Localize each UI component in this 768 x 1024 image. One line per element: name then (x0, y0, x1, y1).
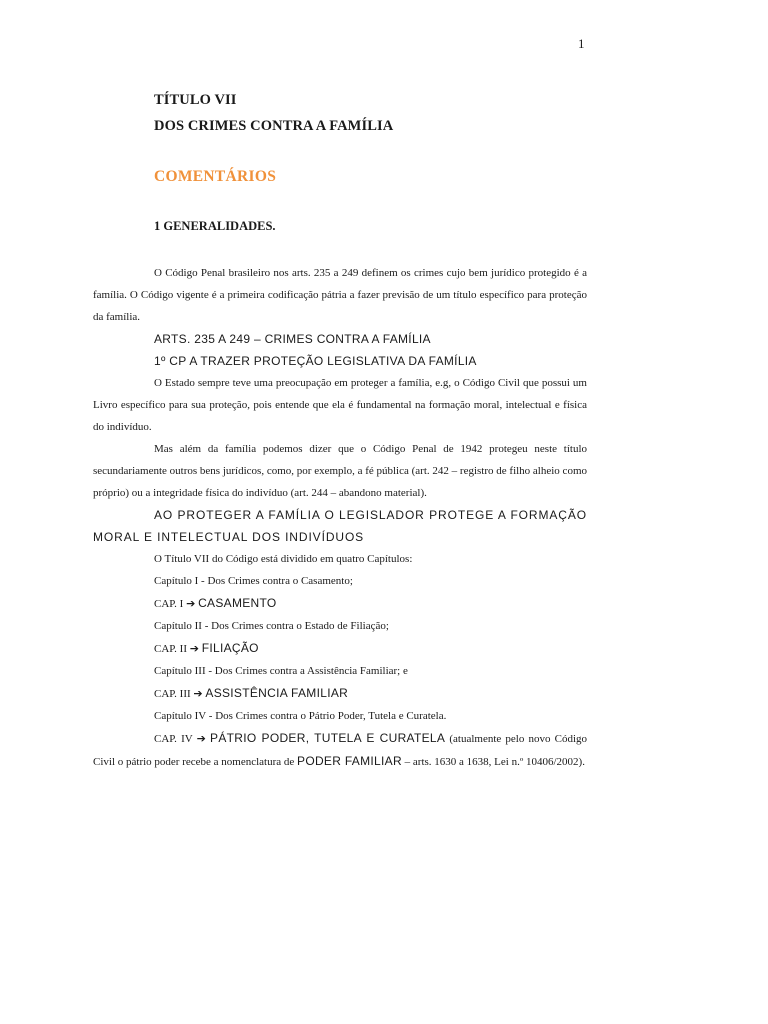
document-body (93, 262, 587, 773)
chapter-2-prefix: CAP. II (154, 643, 188, 655)
chapter-4-topic: PÁTRIO PODER, TUTELA E CURATELA (210, 731, 446, 745)
arrow-right-icon: ➔ (193, 687, 203, 700)
section-heading: 1 GENERALIDADES. (154, 219, 276, 233)
chapter-2-topic: FILIAÇÃO (201, 641, 259, 655)
chapter-1-description: Capítulo I - Dos Crimes contra o Casamento; (154, 575, 353, 587)
chapter-3-summary (93, 682, 587, 705)
chapter-4-summary (93, 727, 587, 773)
title-line-2: DOS CRIMES CONTRA A FAMÍLIA (154, 118, 394, 134)
paragraph-intro: O Código Penal brasileiro nos arts. 235 a 249 definem os crimes cujo bem jurídico protegido é a família. O Código vigente é a primeira codificação pátria a fazer previsão de um título específico para proteção da família. (93, 267, 587, 323)
chapter-1-summary (93, 592, 587, 615)
chapter-4-note-a: (atualmente pelo novo Código Civil o pátrio poder recebe a nomenclatura de (93, 733, 588, 768)
paragraph-state: O Estado sempre teve uma preocupação em proteger a família, e.g, o Código Civil que possui um Livro específico para sua proteção, pois entende que ela é fundamental na formação moral, intelectual e física do indivíduo. (93, 377, 587, 433)
paragraph-chapters-intro: O Título VII do Código está dividido em quatro Capítulos: (154, 553, 413, 565)
paragraph-legislator: AO PROTEGER A FAMÍLIA O LEGISLADOR PROTEGE A FORMAÇÃO MORAL E INTELECTUAL DOS INDIVÍDUOS (93, 508, 587, 544)
arrow-right-icon: ➔ (186, 597, 196, 610)
paragraph-arts-heading: ARTS. 235 A 249 – CRIMES CONTRA A FAMÍLIA (154, 332, 431, 346)
page-number: 1 (578, 36, 585, 51)
chapter-1-prefix: CAP. I (154, 598, 184, 610)
arrow-right-icon: ➔ (189, 642, 199, 655)
chapter-3-prefix: CAP. III (154, 688, 191, 700)
chapter-4-note-term: PODER FAMILIAR (297, 754, 402, 768)
chapter-1-topic: CASAMENTO (198, 596, 277, 610)
chapter-4-note-c: – arts. 1630 a 1638, Lei n.º 10406/2002). (404, 756, 585, 768)
chapter-2-summary (93, 637, 587, 660)
chapter-4-description: Capítulo IV - Dos Crimes contra o Pátrio Poder, Tutela e Curatela. (154, 710, 447, 722)
chapter-3-description: Capítulo III - Dos Crimes contra a Assistência Familiar; e (154, 665, 408, 677)
chapter-2-description: Capítulo II - Dos Crimes contra o Estado de Filiação; (154, 620, 389, 632)
arrow-right-icon: ➔ (196, 732, 206, 745)
chapter-3-topic: ASSISTÊNCIA FAMILIAR (205, 686, 349, 700)
title-line-1: TÍTULO VII (154, 92, 237, 108)
paragraph-first-cp: 1º CP A TRAZER PROTEÇÃO LEGISLATIVA DA FAMÍLIA (154, 354, 477, 368)
comments-heading: COMENTÁRIOS (154, 168, 277, 185)
paragraph-secondary-goods: Mas além da família podemos dizer que o Código Penal de 1942 protegeu neste título secundariamente outros bens jurídicos, como, por exemplo, a fé pública (art. 242 – registro de filho alheio como próprio) ou a integridade física do indivíduo (art. 244 – abandono material). (93, 443, 587, 499)
chapter-4-prefix: CAP. IV (154, 733, 193, 745)
